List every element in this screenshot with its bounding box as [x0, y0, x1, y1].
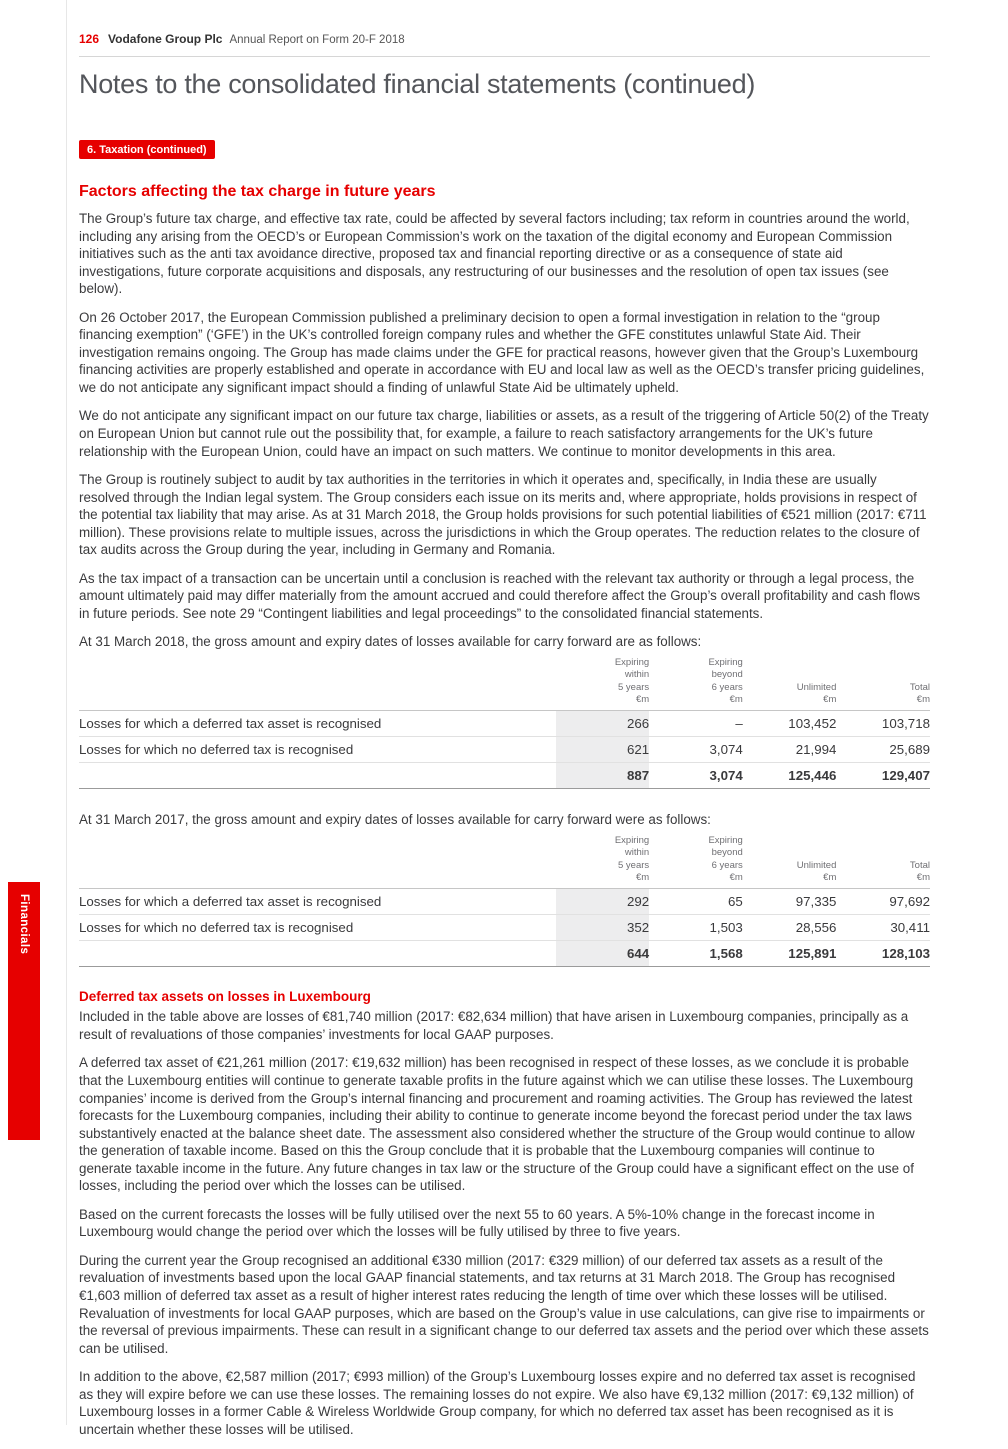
row-label: Losses for which no deferred tax is recognised	[79, 915, 556, 941]
total-cell-value: 3,074	[649, 763, 743, 789]
table-header-row	[79, 835, 930, 889]
table-intro-2018: At 31 March 2018, the gross amount and expiry dates of losses available for carry forward are as follows:	[79, 634, 702, 650]
column-header-expiring-within-5-years: Expiring within 5 years €m	[556, 835, 650, 889]
column-header-total: Total €m	[836, 657, 930, 711]
table-intro-2017: At 31 March 2017, the gross amount and expiry dates of losses available for carry forward were as follows:	[79, 812, 711, 828]
page-content	[79, 32, 930, 1449]
cell-value: –	[649, 711, 743, 737]
cell-value: 97,335	[743, 889, 837, 915]
subsection-heading: Deferred tax assets on losses in Luxembourg	[79, 989, 371, 1005]
row-label: Losses for which a deferred tax asset is recognised	[79, 889, 556, 915]
paragraph: The Group is routinely subject to audit by tax authorities in the territories in which it operates and, specifically, in India these are usually resolved through the Indian legal system. The Group considers each issue on its merits and, where appropriate, holds provisions in respect of the potential tax liability that may arise. As at 31 March 2018, the Group holds provisions for such potential liabilities of €521 million (2017: €711 million). These provisions relate to multiple issues, across the jurisdictions in which the Group operates. The reduction relates to the closure of tax audits across the Group during the year, including in Germany and Romania.	[79, 472, 927, 558]
section-heading: Factors affecting the tax charge in future years	[79, 183, 436, 200]
paragraph: In addition to the above, €2,587 million (2017; €993 million) of the Group’s Luxembourg losses expire and no deferred tax asset is recognised as they will expire before we can use these losses. The remaining losses do not expire. We also have €9,132 million (2017: €9,132 million) of Luxembourg losses in a former Cable & Wireless Worldwide Group company, for which no deferred tax asset has been recognised as it is uncertain whether these losses will be utilised.	[79, 1369, 916, 1437]
paragraph: On 26 October 2017, the European Commission published a preliminary decision to open a formal investigation in relation to the “group financing exemption” (‘GFE’) in the UK’s controlled foreign company rules and whether the GFE constitutes unlawful State Aid. Their investigation remains ongoing. The Group has made claims under the GFE for practical reasons, however given that the Group’s Luxembourg financing activities are properly established and operate in accordance with EU and local law as well as the OECD’s transfer pricing guidelines, we do not anticipate any significant impact should a finding of unlawful State Aid be ultimately upheld.	[79, 309, 925, 395]
table-row	[79, 915, 930, 941]
paragraph: The Group’s future tax charge, and effective tax rate, could be affected by several factors including; tax reform in countries around the world, including any arising from the OECD’s or European Commission’s work on the taxation of the digital economy and European Commission initiatives such as the anti tax avoidance directive, proposed tax and financial reporting directive or as a consequence of state aid investigations, future corporate acquisitions and disposals, any restructuring of our businesses and the resolution of open tax issues (see below).	[79, 211, 910, 297]
cell-value: 21,994	[743, 737, 837, 763]
total-cell-value: 125,891	[743, 941, 837, 967]
cell-value: 352	[556, 915, 650, 941]
empty-header-cell	[79, 835, 556, 889]
company-name: Vodafone Group Plc	[108, 32, 223, 46]
total-row-label	[79, 941, 556, 967]
cell-value: 266	[556, 711, 650, 737]
total-cell-value: 887	[556, 763, 650, 789]
paragraph: We do not anticipate any significant impact on our future tax charge, liabilities or assets, as a result of the triggering of Article 50(2) of the Treaty on European Union but cannot rule out the possibility that, for example, a failure to reach satisfactory arrangements for the UK’s future relationship with the European Union, could have an impact on such matters. We continue to monitor developments in this area.	[79, 408, 929, 459]
losses-table-2018	[79, 657, 930, 789]
cell-value: 621	[556, 737, 650, 763]
financials-section-tab	[8, 882, 40, 1140]
table-header-row	[79, 657, 930, 711]
total-cell-value: 1,568	[649, 941, 743, 967]
row-label: Losses for which a deferred tax asset is recognised	[79, 711, 556, 737]
table-total-row	[79, 763, 930, 789]
column-header-unlimited: Unlimited €m	[743, 835, 837, 889]
paragraph: Included in the table above are losses of €81,740 million (2017: €82,634 million) that have arisen in Luxembourg companies, principally as a result of revaluations of those companies’ investments for local GAAP purposes.	[79, 1009, 909, 1042]
paragraph: During the current year the Group recognised an additional €330 million (2017: €329 million) of our deferred tax assets as a result of the revaluation of investments based upon the local GAAP financial statements, and tax returns at 31 March 2018. The Group has recognised €1,603 million of deferred tax asset as a result of higher interest rates reducing the length of time over which these losses will be utilised. Revaluation of investments for local GAAP purposes, which are based on the Group’s value in use calculations, can give rise to impairments or the reversal of previous impairments. These can result in a significant change to our deferred tax assets and the period over which these assets can be utilised.	[79, 1252, 929, 1356]
column-header-unlimited: Unlimited €m	[743, 657, 837, 711]
cell-value: 97,692	[836, 889, 930, 915]
total-cell-value: 129,407	[836, 763, 930, 789]
paragraph: Based on the current forecasts the losses will be fully utilised over the next 55 to 60 years. A 5%-10% change in the forecast income in Luxembourg would change the period over which the losses will be fully utilised by three to five years.	[79, 1206, 875, 1240]
total-cell-value: 644	[556, 941, 650, 967]
section-badge: 6. Taxation (continued)	[79, 140, 215, 159]
losses-table-2017	[79, 835, 930, 967]
cell-value: 1,503	[649, 915, 743, 941]
table-total-row	[79, 941, 930, 967]
cell-value: 28,556	[743, 915, 837, 941]
cell-value: 30,411	[836, 915, 930, 941]
total-row-label	[79, 763, 556, 789]
column-header-expiring-beyond-6-years: Expiring beyond 6 years €m	[649, 657, 743, 711]
report-title: Annual Report on Form 20-F 2018	[229, 34, 405, 46]
page-number: 126	[79, 32, 100, 46]
document-title: Notes to the consolidated financial statements (continued)	[79, 69, 756, 99]
page-spine-rule	[66, 0, 67, 1425]
cell-value: 103,718	[836, 711, 930, 737]
cell-value: 25,689	[836, 737, 930, 763]
paragraph: As the tax impact of a transaction can be uncertain until a conclusion is reached with the relevant tax authority or through a legal process, the amount ultimately paid may differ materially from the amount accrued and could therefore affect the Group’s overall profitability and cash flows in future periods. See note 29 “Contingent liabilities and legal proceedings” to the consolidated financial statements.	[79, 570, 921, 621]
table-row	[79, 737, 930, 763]
cell-value: 3,074	[649, 737, 743, 763]
empty-header-cell	[79, 657, 556, 711]
total-cell-value: 128,103	[836, 941, 930, 967]
column-header-expiring-beyond-6-years: Expiring beyond 6 years €m	[649, 835, 743, 889]
total-cell-value: 125,446	[743, 763, 837, 789]
table-row	[79, 711, 930, 737]
cell-value: 103,452	[743, 711, 837, 737]
column-header-total: Total €m	[836, 835, 930, 889]
column-header-expiring-within-5-years: Expiring within 5 years €m	[556, 657, 650, 711]
cell-value: 65	[649, 889, 743, 915]
paragraph: A deferred tax asset of €21,261 million (2017: €19,632 million) has been recognised in respect of these losses, as we conclude it is probable that the Luxembourg entities will continue to generate taxable profits in the future against which we can utilise these losses. The Luxembourg companies’ income is derived from the Group’s internal financing and procurement and roaming activities. The Group has reviewed the latest forecasts for the Luxembourg companies, including their ability to continue to generate income beyond the forecast period under the tax laws substantively enacted at the balance sheet date. The assessment also considered whether the structure of the Group would continue to allow the generation of taxable income. Based on this the Group conclude that it is probable that the Luxembourg companies will continue to generate taxable income in the future. Any future changes in tax law or the structure of the Group could have a significant effect on the use of losses, including the period over which the losses can be utilised.	[79, 1055, 915, 1194]
financials-tab-label: Financials	[18, 894, 30, 955]
table-row	[79, 889, 930, 915]
cell-value: 292	[556, 889, 650, 915]
row-label: Losses for which no deferred tax is recognised	[79, 737, 556, 763]
running-header	[79, 32, 930, 57]
